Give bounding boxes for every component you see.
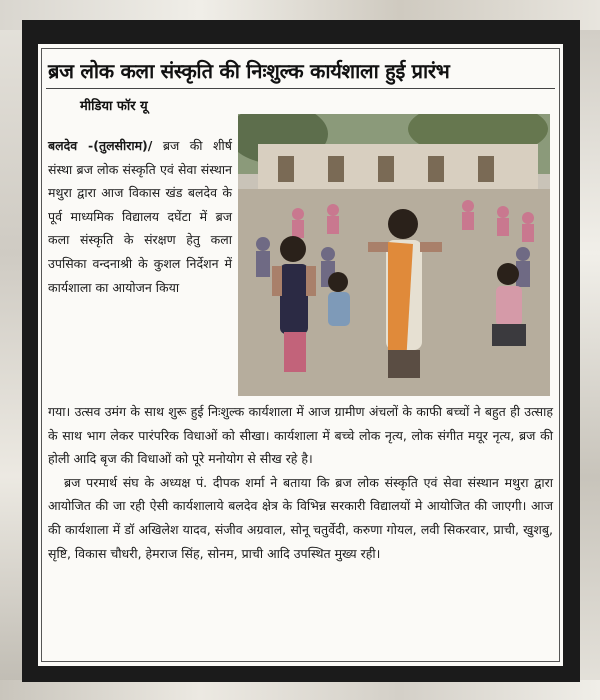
background-newspaper-right bbox=[578, 30, 600, 700]
article-body bbox=[48, 400, 553, 565]
article-photo bbox=[238, 114, 550, 396]
article-headline: ब्रज लोक कला संस्कृति की निःशुल्क कार्यशाला हुई प्रारंभ bbox=[48, 59, 450, 83]
article-paragraph-1: गया। उत्सव उमंग के साथ शुरू हुई निःशुल्क कार्यशाला में आज ग्रामीण अंचलों के काफी बच्चों ने बहुत ही उत्साह के साथ भाग लेकर पारंपरिक विधाओं को सीखा। कार्यशाला में बच्चे लोक नृत्य, लोक संगीत मयूर नृत्य, ब्रज की होली आदि बृज की विधाओं को पूरे मनोयोग से सीख रहे है। bbox=[48, 404, 553, 467]
article-paragraph-2: ब्रज परमार्थ संघ के अध्यक्ष पं. दीपक शर्मा ने बताया कि ब्रज लोक संस्कृति एवं सेवा संस्थान मथुरा द्वारा आयोजित की जा रही ऐसी कार्यशालाये बलदेव क्षेत्र के विभिन्न सरकारी विद्यालयों मे आयोजित की जाएगी। आज की कार्यशाला में डॉ अखिलेश यादव, संजीव अग्रवाल, सोनू चतुर्वेदी, करुणा गोयल, लवी सिकरवार, प्राची, खुशबु, सृष्टि, विकास चौधरी, हेमराज सिंह, सोनम, प्राची आदि उपस्थित मुख्य रही। bbox=[48, 474, 553, 561]
headline-divider bbox=[46, 88, 555, 89]
clipping-frame bbox=[22, 20, 580, 682]
article-dateline: बलदेव -(तुलसीराम)/ bbox=[48, 138, 153, 153]
article-byline: मीडिया फॉर यू bbox=[80, 99, 148, 114]
background-newspaper-bottom bbox=[0, 680, 600, 700]
newspaper-clipping bbox=[38, 44, 563, 666]
photo-dance-workshop-icon bbox=[238, 114, 550, 396]
background-newspaper-left bbox=[0, 30, 22, 700]
article-intro: ब्रज की शीर्ष संस्था ब्रज लोक संस्कृति एवं सेवा संस्थान मथुरा द्वारा आज विकास खंड बलदेव के पूर्व माध्यमिक विद्यालय दघेंटा में ब्रज कला संस्कृति के संरक्षण हेतु कला उपसिका वन्दनाश्री के कुशल निर्देशन में कार्यशाला का आयोजन किया bbox=[48, 138, 232, 295]
article-column-text bbox=[48, 134, 232, 299]
